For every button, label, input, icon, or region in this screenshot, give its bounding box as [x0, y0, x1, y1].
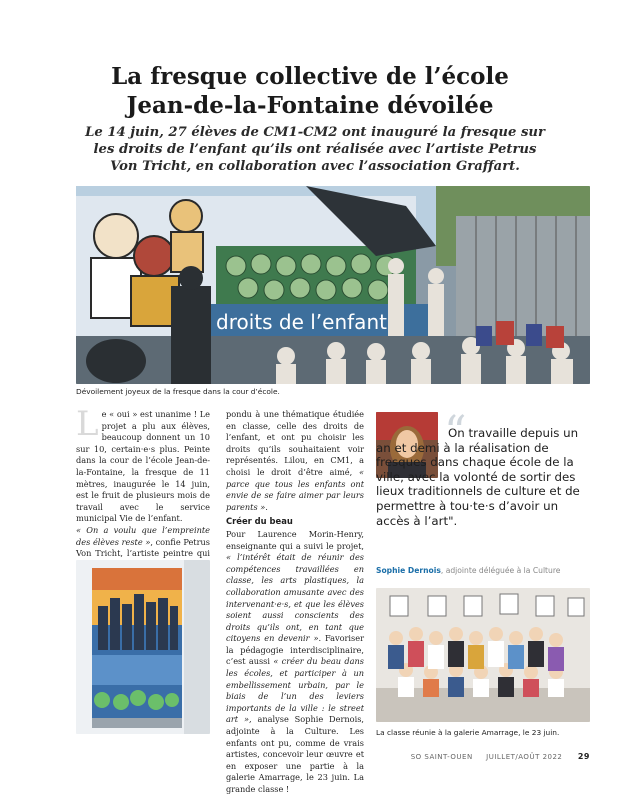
- article-column-1: [76, 404, 210, 583]
- col2-quote-adjointe: « créer du beau dans les écoles, et participer à un embellissement urbain, par le biais de l’un des leviers importants de la ville : le street art »: [226, 656, 364, 725]
- main-photo: [76, 186, 590, 384]
- mural-photo: [76, 560, 210, 734]
- title-line-1: La fresque collective de l’école: [111, 63, 509, 90]
- class-photo-image: [376, 588, 590, 722]
- drop-cap: L: [76, 404, 99, 444]
- main-photo-image: [76, 186, 590, 384]
- col2-paragraph-2c: . Favoriser la pédagogie interdisciplinaire, c’est aussi: [226, 633, 364, 667]
- col2-quote-teacher: « l’intérêt était de réunir des compétences travaillées en classe, les arts plastiques, la collaboration amusante avec des intervenant·e·s, et que les élèves soient aussi conscients des droits qu’ils ont, en tant que citoyens en devenir »: [226, 552, 364, 644]
- col1-paragraph-1: e « oui » est unanime ! Le projet a plu aux élèves, beaucoup donnent un 10 sur 10, certain·e·s plus. Peinte dans la cour de l’école Jean-de-la-Fontaine, la fresque de 11 mètres, inaugurée le 14 juin, est le fruit de plusieurs mois de travail avec le service municipal Vie de l’enfant.: [76, 409, 210, 524]
- footer-issue: JUILLET/AOÛT 2022: [486, 753, 563, 761]
- page-number: 29: [577, 752, 590, 761]
- pull-quote: On travaille depuis un an et demi à la réalisation de fresques dans chaque école de la ville, avec la volonté de sortir des lieux traditionnels de culture et de permettre à tou·te·s d’avoir un accès à l’art".: [376, 426, 580, 528]
- quote-attribution: [376, 566, 590, 575]
- quote-author-role: , adjointe déléguée à la Culture: [440, 566, 561, 575]
- footer: [380, 752, 590, 761]
- article-column-2: [226, 409, 364, 796]
- col2-paragraph-2a: Pour Laurence Morin-Henry, enseignante qui a suivi le projet,: [226, 528, 364, 551]
- quote-author: Sophie Dernois: [376, 566, 441, 575]
- banner-text: droits de l’enfant: [216, 310, 387, 334]
- col2-paragraph-1a: pondu à une thématique étudiée en classe, celle des droits de l’enfant, et ont pu choisir les droits qu’ils souhaitaient voir représentés. Lilou, en CM1, a choisi le droit d’être aimé,: [226, 409, 364, 477]
- quote-mark-icon: “: [444, 407, 467, 458]
- mural-photo-image: [76, 560, 210, 734]
- subheading: Créer du beau: [226, 516, 293, 527]
- col2-quote-lilou: « parce que tous les enfants ont envie de se faire aimer par leurs parents ».: [226, 466, 364, 512]
- footer-magazine: SO SAINT-OUEN: [410, 753, 473, 761]
- class-photo: [376, 588, 590, 722]
- lede: Le 14 juin, 27 élèves de CM1-CM2 ont inauguré la fresque sur les droits de l’enfant qu’ils ont réalisée avec l’artiste Petrus Von Tricht, en collaboration avec l’association Graffart.: [85, 125, 545, 174]
- col2-paragraph-2e: , analyse Sophie Dernois, adjointe à la Culture. Les enfants ont pu, comme de vrais artistes, concevoir leur œuvre et en exposer une partie à la galerie Amarrage, le 23 juin. La grande classe !: [226, 714, 365, 794]
- class-photo-caption: La classe réunie à la galerie Amarrage, le 23 juin.: [376, 728, 560, 737]
- main-photo-caption: Dévoilement joyeux de la fresque dans la cour d’école.: [76, 387, 280, 396]
- col1-paragraph-2: , confie Petrus Von Tricht, l’artiste peintre qui: [76, 536, 210, 559]
- col1-quote: « On a voulu que l’empreinte des élèves reste »: [76, 524, 210, 547]
- page-title: [60, 62, 560, 120]
- title-line-2: Jean-de-la-Fontaine dévoilée: [126, 92, 494, 119]
